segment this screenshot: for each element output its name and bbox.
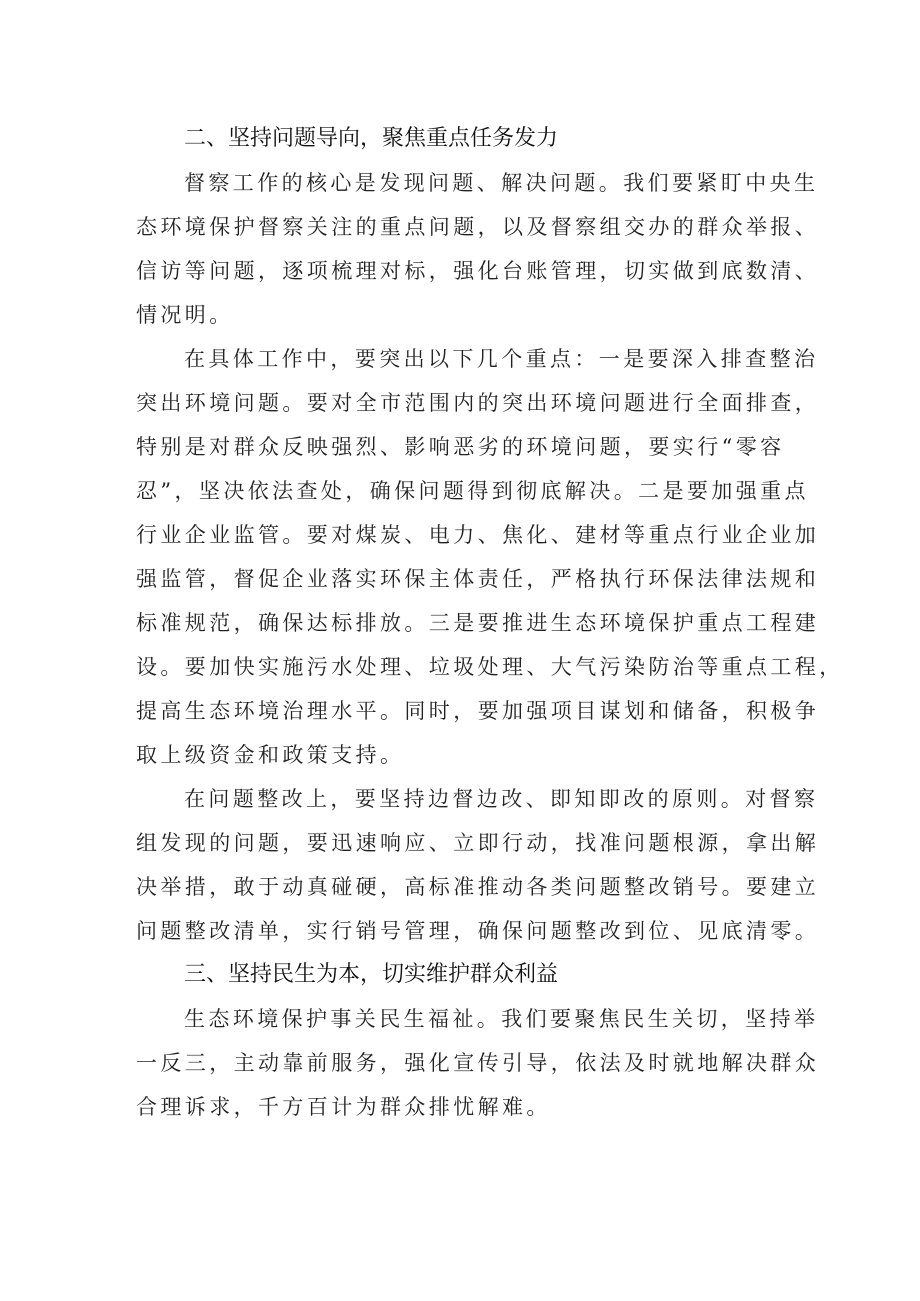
paragraph-key-points	[136, 337, 844, 777]
text-line: 在问题整改上，要坚持边督边改、即知即改的原则。对督察	[184, 787, 819, 811]
text-line: 态环境保护督察关注的重点问题，以及督察组交办的群众举报、	[136, 215, 820, 239]
text-line: 问题整改清单，实行销号管理，确保问题整改到位、见底清零。	[136, 919, 820, 943]
text-line: 一反三，主动靠前服务，强化宣传引导，依法及时就地解决群众	[136, 1051, 820, 1075]
paragraph-rectification	[136, 777, 820, 953]
text-line: 信访等问题，逐项梳理对标，强化台账管理，切实做到底数清、	[136, 259, 820, 283]
text-line: 设。要加快实施污水处理、垃圾处理、大气污染防治等重点工程，	[136, 655, 844, 679]
text-line: 特别是对群众反映强烈、影响恶劣的环境问题，要实行“零容	[136, 435, 785, 459]
text-line: 行业企业监管。要对煤炭、电力、焦化、建材等重点行业企业加	[136, 523, 820, 547]
text-line: 合理诉求，千方百计为群众排忧解难。	[136, 1095, 551, 1119]
section-heading-3: 三、坚持民生为本，切实维护群众利益	[184, 962, 559, 987]
text-line: 在具体工作中，要突出以下几个重点：一是要深入排查整治	[184, 347, 819, 371]
document-page	[136, 117, 844, 1129]
text-line: 生态环境保护事关民生福祉。我们要聚焦民生关切，坚持举	[184, 1007, 819, 1031]
text-line: 取上级资金和政策支持。	[136, 743, 405, 767]
text-line: 提高生态环境治理水平。同时，要加强项目谋划和储备，积极争	[136, 699, 820, 723]
text-line: 突出环境问题。要对全市范围内的突出环境问题进行全面排查，	[136, 391, 820, 415]
text-line: 强监管，督促企业落实环保主体责任，严格执行环保法律法规和	[136, 567, 820, 591]
section-heading-2: 二、坚持问题导向，聚焦重点任务发力	[184, 126, 559, 151]
text-line: 情况明。	[136, 303, 234, 327]
text-line: 忍”，坚决依法查处，确保问题得到彻底解决。二是要加强重点	[136, 479, 809, 503]
text-line: 标准规范，确保达标排放。三是要推进生态环境保护重点工程建	[136, 611, 820, 635]
paragraph-livelihood	[136, 997, 820, 1129]
text-line: 决举措，敢于动真碰硬，高标准推动各类问题整改销号。要建立	[136, 875, 820, 899]
text-line: 组发现的问题，要迅速响应、立即行动，找准问题根源，拿出解	[136, 831, 820, 855]
paragraph-core-of-inspection	[136, 161, 820, 337]
text-line: 督察工作的核心是发现问题、解决问题。我们要紧盯中央生	[184, 171, 819, 195]
